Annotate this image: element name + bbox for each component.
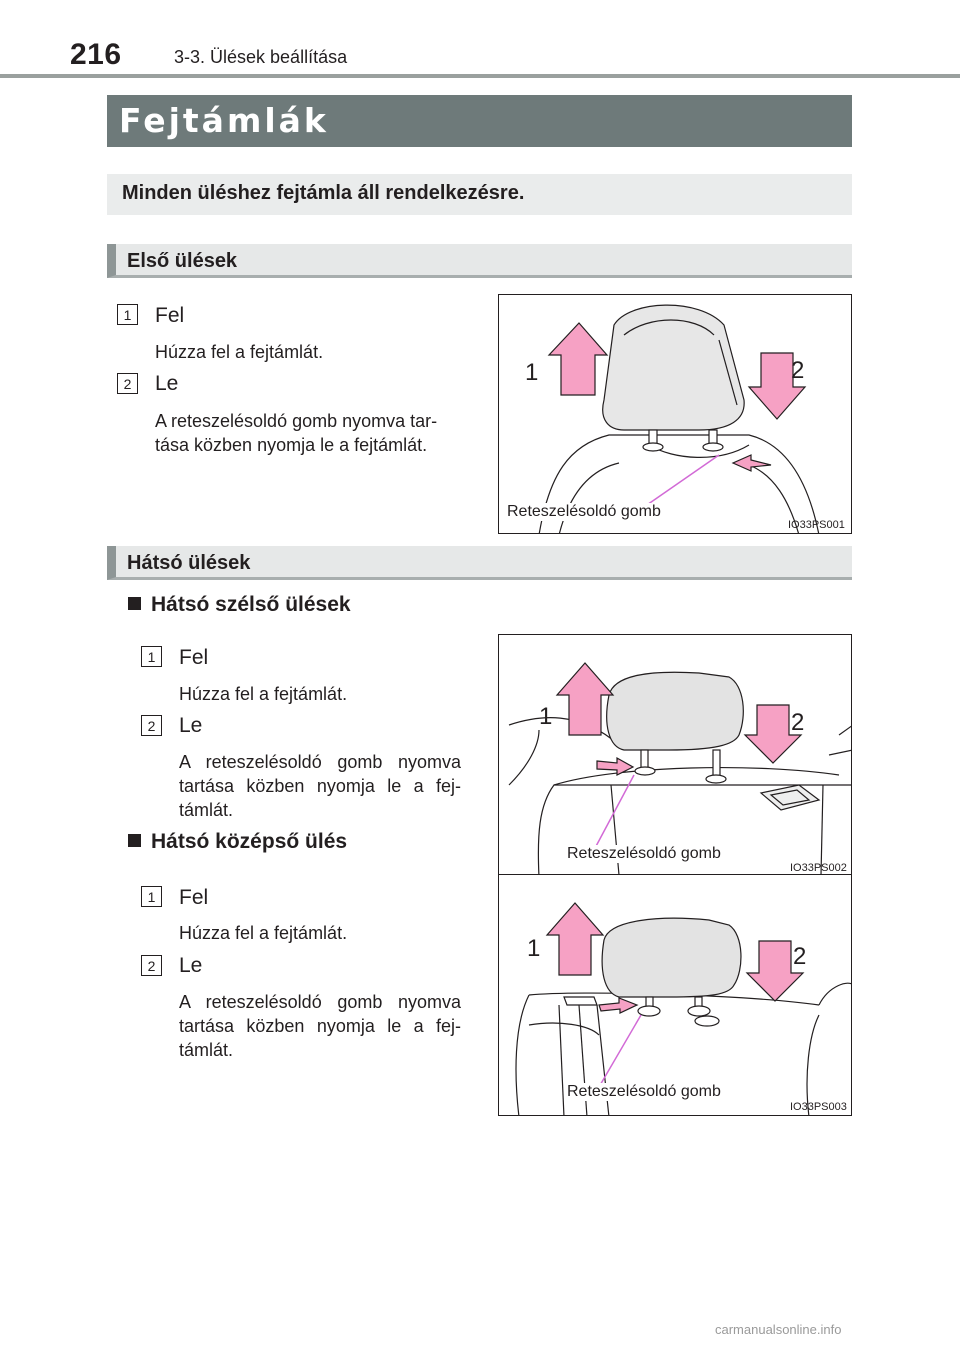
rear-outer-item-1-desc: Húzza fel a fejtámlát. bbox=[179, 684, 348, 704]
release-button-leader bbox=[594, 775, 634, 850]
header-divider bbox=[0, 74, 960, 78]
rear-middle-release-button-label: Reteszelésoldó gomb bbox=[567, 1083, 721, 1100]
rear-outer-item-2-label: Le bbox=[179, 714, 203, 737]
up-arrow-icon bbox=[549, 323, 607, 395]
rear-middle-item-2-number: 2 bbox=[141, 955, 162, 976]
rear-outer-subheading bbox=[128, 593, 351, 617]
intro-box bbox=[107, 174, 852, 215]
front-item-1-desc: Húzza fel a fejtámlát. bbox=[155, 342, 324, 362]
rear-middle-figure-code: IO33PS003 bbox=[790, 1101, 847, 1113]
rear-middle-headrest-figure bbox=[498, 874, 852, 1116]
intro-text: Minden üléshez fejtámla áll rendelkezésre. bbox=[122, 182, 525, 204]
rear-outer-callout-2: 2 bbox=[791, 709, 805, 736]
rear-outer-figure-code: IO33PS002 bbox=[790, 862, 847, 874]
rear-middle-subheading bbox=[128, 830, 347, 854]
rear-outer-item-2-number: 2 bbox=[141, 715, 162, 736]
rear-middle-callout-2: 2 bbox=[793, 943, 807, 970]
front-seat-headrest-figure bbox=[498, 294, 852, 534]
rear-outer-seat-illustration bbox=[499, 635, 852, 876]
rear-middle-subheading-text: Hátsó középső ülés bbox=[151, 830, 348, 853]
square-bullet-icon bbox=[128, 834, 141, 847]
rear-outer-item-1-label: Fel bbox=[179, 646, 209, 669]
rear-middle-item-2-label: Le bbox=[179, 954, 203, 977]
section-title: Fejtámlák bbox=[119, 101, 329, 140]
rear-middle-item-1-label: Fel bbox=[179, 886, 209, 909]
release-button-leader bbox=[599, 1015, 641, 1087]
front-item-2-desc: A reteszelésoldó gomb nyomva tar- tása közben nyomja le a fejtámlát. bbox=[155, 411, 438, 455]
rear-outer-headrest-figure bbox=[498, 634, 852, 876]
rear-middle-item-1-desc: Húzza fel a fejtámlát. bbox=[179, 923, 348, 943]
rear-outer-subheading-text: Hátsó szélső ülések bbox=[151, 593, 351, 616]
rear-seats-heading-text: Hátsó ülések bbox=[127, 552, 251, 574]
front-item-1-number: 1 bbox=[117, 304, 138, 325]
section-title-bar bbox=[107, 95, 852, 147]
push-arrow-icon bbox=[597, 758, 633, 775]
release-button-leader bbox=[644, 455, 719, 507]
rear-middle-item-1-number: 1 bbox=[141, 886, 162, 907]
front-item-2-label: Le bbox=[155, 372, 179, 395]
rear-outer-release-button-label: Reteszelésoldó gomb bbox=[567, 845, 721, 862]
front-item-1-label: Fel bbox=[155, 304, 185, 327]
push-arrow-icon bbox=[733, 455, 771, 471]
front-item-2-number: 2 bbox=[117, 373, 138, 394]
watermark: carmanualsonline.info bbox=[715, 1322, 842, 1337]
chapter-title: 3-3. Ülések beállítása bbox=[174, 47, 348, 67]
rear-middle-seat-illustration bbox=[499, 875, 852, 1116]
rear-outer-item-2-desc: A reteszelésoldó gomb nyomva tartása közben nyomja le a fej-támlát. bbox=[179, 752, 461, 820]
front-seats-heading bbox=[107, 244, 852, 278]
rear-outer-item-1-number: 1 bbox=[141, 646, 162, 667]
rear-outer-callout-1: 1 bbox=[539, 703, 553, 730]
front-release-button-label: Reteszelésoldó gomb bbox=[507, 503, 661, 520]
front-callout-2: 2 bbox=[791, 357, 805, 384]
rear-seats-heading bbox=[107, 546, 852, 580]
push-arrow-icon bbox=[599, 998, 637, 1013]
page-number: 216 bbox=[70, 38, 122, 71]
front-callout-1: 1 bbox=[525, 359, 539, 386]
square-bullet-icon bbox=[128, 597, 141, 610]
up-arrow-icon bbox=[547, 903, 603, 975]
front-seat-illustration bbox=[499, 295, 852, 534]
rear-middle-callout-1: 1 bbox=[527, 935, 541, 962]
up-arrow-icon bbox=[557, 663, 613, 735]
rear-middle-item-2-desc: A reteszelésoldó gomb nyomva tartása közben nyomja le a fej-támlát. bbox=[179, 992, 461, 1060]
front-figure-code: IO33PS001 bbox=[788, 519, 845, 531]
front-seats-heading-text: Első ülések bbox=[127, 250, 238, 272]
